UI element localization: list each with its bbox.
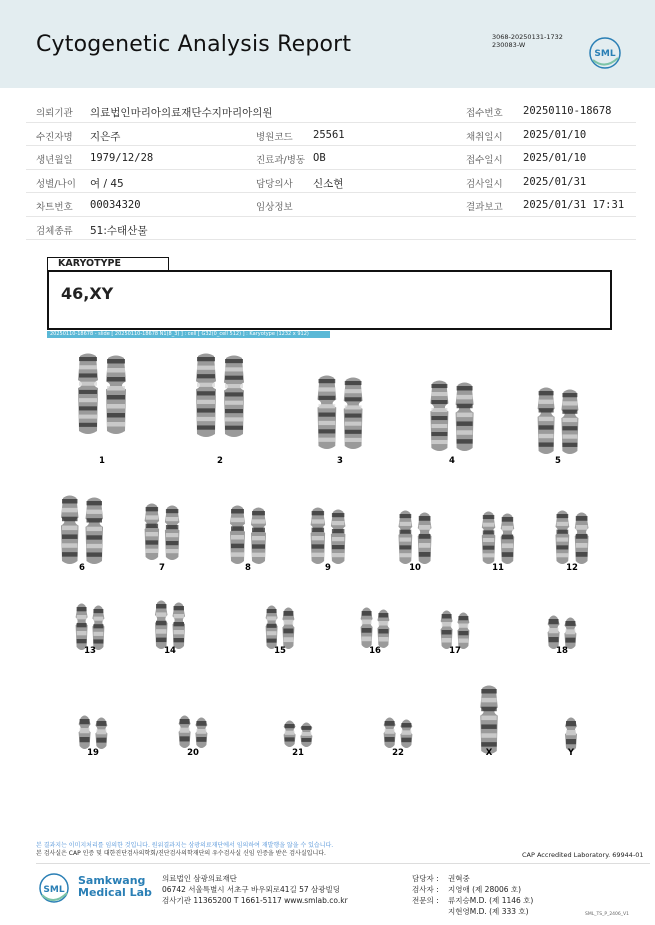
info-label: 접수일시	[466, 155, 503, 166]
info-label: 생년월일	[36, 155, 73, 166]
chromosome	[95, 718, 107, 750]
chromosome	[418, 513, 432, 565]
chromosome-label: 14	[164, 646, 176, 656]
chromosome	[482, 512, 496, 565]
chromosome	[456, 383, 474, 452]
chromosome	[457, 613, 469, 650]
footer-note-line1: 본 결과지는 이미지처리를 임의한 것입니다. 원위결과지는 삼광의료재단에서 임의하여 재발행을 않을 수 있습니다.	[36, 842, 334, 849]
chromosome	[266, 606, 278, 650]
chromosome	[480, 686, 498, 755]
chromosome-pair-15	[266, 606, 295, 650]
chromosome	[501, 514, 515, 565]
chromosome-label: 21	[292, 748, 304, 758]
chromosome	[86, 498, 104, 565]
karyogram-image	[40, 345, 620, 775]
patient-name: 지은주	[90, 130, 121, 143]
chromosome	[282, 608, 294, 650]
chart-number: 00034320	[90, 199, 141, 211]
chromosome	[196, 354, 216, 438]
logo-name-line1: Samkwang	[78, 874, 146, 887]
chromosome-pair-20	[179, 716, 208, 749]
karyotype-result-box	[47, 270, 612, 330]
chromosome	[173, 603, 186, 650]
footer-note-line2: 본 검사실은 CAP 인증 및 대한진단검사의학회/진단검사의학재단의 우수검사실 신임 인증을 받은 검사실입니다.	[36, 850, 326, 857]
info-label: 검사일시	[466, 178, 503, 190]
chromosome	[565, 718, 577, 752]
chromosome-pair-9	[311, 508, 346, 565]
chromosome-label: 13	[84, 646, 96, 656]
chromosome-pair-X	[480, 686, 498, 755]
staff-role: 검사자 :	[412, 885, 439, 894]
chromosome	[561, 390, 578, 455]
chromosome	[106, 356, 126, 435]
staff-name: 권혁중	[448, 874, 470, 883]
staff-role	[412, 906, 448, 917]
chromosome-pair-11	[482, 512, 514, 565]
chromosome-label: 3	[337, 456, 343, 466]
chromosome	[311, 508, 326, 565]
chromosome-label: 5	[555, 456, 561, 466]
chromosome-label: Y	[567, 748, 575, 758]
chromosome-pair-2	[196, 354, 244, 438]
sml-logo-text: SML	[594, 49, 616, 59]
address-line1: 의료법인 삼광의료재단	[162, 874, 237, 883]
chromosome-pair-12	[556, 511, 589, 565]
sml-logo-icon	[588, 36, 622, 70]
chromosome	[564, 618, 576, 650]
chromosome-label: 12	[566, 563, 578, 573]
chromosome-pair-21	[284, 721, 313, 748]
chromosome	[548, 616, 560, 650]
chromosome	[400, 720, 412, 749]
staff-role: 전문의 :	[412, 896, 439, 905]
chromosome-label: 18	[556, 646, 568, 656]
address-line3: 검사기관 11365200 T 1661-5117 www.smlab.co.kr	[162, 896, 348, 905]
chromosome-pair-13	[76, 604, 105, 651]
staff-list	[412, 873, 533, 917]
chromosome-label: 1	[99, 456, 105, 466]
chromosome	[441, 611, 453, 650]
info-label: 성별/나이	[36, 178, 76, 190]
info-row	[26, 123, 636, 147]
chromosome	[318, 376, 337, 450]
report-title: Cytogenetic Analysis Report	[36, 32, 352, 57]
report-header	[0, 0, 655, 88]
chromosome	[78, 354, 98, 435]
specimen-type: 51:수태산물	[90, 224, 148, 237]
chromosome-label: 17	[449, 646, 461, 656]
staff-row	[412, 895, 533, 906]
karyotype-tab-label: KARYOTYPE	[47, 257, 169, 271]
test-date: 2025/01/31	[523, 175, 587, 188]
info-row	[26, 170, 636, 194]
info-row	[26, 99, 636, 123]
samkwang-logo-name	[78, 875, 152, 899]
chromosome-label: 8	[245, 563, 251, 573]
footer-divider	[36, 863, 650, 864]
received-date: 2025/01/10	[523, 152, 587, 164]
info-label: 접수번호	[466, 108, 503, 119]
chromosome-pair-4	[430, 381, 473, 452]
karyotype-result: 46,XY	[61, 284, 114, 303]
staff-row	[412, 906, 533, 917]
chromosome-pair-10	[399, 511, 432, 565]
chromosome-pair-7	[145, 504, 180, 561]
chromosome-pair-8	[230, 506, 266, 565]
attending-physician: 신소현	[313, 177, 344, 190]
sex-age: 여 / 45	[90, 177, 124, 190]
chromosome	[556, 511, 570, 565]
patient-info-table	[26, 99, 636, 240]
form-code: SML_TS_P_2406_V1	[585, 912, 629, 917]
chromosome-label: 4	[449, 456, 455, 466]
document-code-line1: 3068-20250131-1732	[492, 33, 563, 41]
info-row	[26, 146, 636, 170]
birth-date: 1979/12/28	[90, 152, 154, 164]
chromosome-pair-6	[61, 496, 103, 565]
info-label: 결과보고	[466, 202, 503, 213]
karyogram-svg	[40, 345, 620, 775]
footer-notes	[36, 842, 333, 858]
chromosome-pair-17	[441, 611, 470, 650]
chromosome-label: 19	[87, 748, 99, 758]
chromosome	[284, 721, 296, 748]
chromosome	[79, 716, 91, 750]
info-row	[26, 193, 636, 217]
staff-name: 류지승M.D. (제 1146 호)	[448, 896, 534, 905]
staff-name: 지영애 (제 28006 호)	[448, 885, 522, 894]
chromosome-label: 16	[369, 646, 381, 656]
chromosome	[344, 378, 363, 450]
info-label: 진료과/병동	[256, 155, 306, 166]
chromosome-pair-22	[384, 718, 413, 749]
info-label: 차트번호	[36, 202, 73, 213]
chromosome-pair-3	[318, 376, 363, 450]
collection-date: 2025/01/10	[523, 128, 587, 141]
lab-address	[162, 873, 348, 906]
chromosome-label: 9	[325, 563, 331, 573]
chromosome-pair-19	[79, 716, 108, 750]
chromosome	[538, 388, 555, 455]
chromosome-label: 15	[274, 646, 286, 656]
document-code	[492, 33, 563, 49]
chromosome-pair-5	[538, 388, 579, 455]
report-date: 2025/01/31 17:31	[523, 199, 625, 211]
info-label: 검체종류	[36, 225, 73, 237]
chromosome	[165, 506, 180, 561]
chromosome	[331, 510, 346, 565]
chromosome	[145, 504, 160, 561]
cap-accreditation: CAP Accredited Laboratory. 69944-01	[522, 851, 644, 859]
info-label: 의뢰기관	[36, 108, 73, 119]
chromosome	[76, 604, 88, 651]
accession-number: 20250110-18678	[523, 105, 612, 117]
department: OB	[313, 152, 326, 164]
staff-role: 담당자 :	[412, 874, 439, 883]
staff-name: 지현영M.D. (제 333 호)	[448, 907, 529, 916]
chromosome-label: 10	[409, 563, 421, 573]
chromosome	[251, 508, 266, 565]
chromosome-pair-18	[548, 616, 577, 650]
chromosome	[300, 723, 312, 748]
chromosome	[195, 718, 207, 749]
chromosome-pair-14	[155, 601, 185, 650]
samkwang-logo-text: SML	[43, 885, 65, 895]
chromosome-label: X	[485, 748, 493, 758]
staff-row	[412, 884, 533, 895]
chromosome	[224, 356, 244, 438]
info-label: 병원코드	[256, 131, 293, 143]
requesting-institution: 의료법인마리아의료재단수지마리아의원	[90, 107, 273, 119]
chromosome-label: 7	[159, 563, 165, 573]
chromosome-pair-16	[361, 608, 390, 649]
chromosome	[377, 610, 389, 649]
chromosome-pair-Y	[565, 718, 577, 752]
chromosome	[399, 511, 413, 565]
address-line2: 06742 서울특별시 서초구 바우뫼로41길 57 삼광빌딩	[162, 885, 341, 894]
chromosome	[155, 601, 168, 650]
chromosome-label: 6	[79, 563, 85, 573]
info-row	[26, 217, 636, 241]
chromosome-label: 11	[492, 563, 504, 573]
chromosome	[61, 496, 79, 565]
staff-row	[412, 873, 533, 884]
chromosome	[230, 506, 245, 565]
info-label: 임상정보	[256, 202, 293, 213]
chromosome	[575, 513, 589, 565]
hospital-code: 25561	[313, 128, 345, 141]
logo-name-line2: Medical Lab	[78, 886, 152, 899]
karyogram-image-caption: 20250110-18678 - slide [ 20250110-18678 N1(8_3) ] : cell [ G32(0_cell 512) ] : Karyotype (1232 x 912)	[47, 331, 330, 338]
chromosome-pair-1	[78, 354, 126, 435]
chromosome	[384, 718, 396, 749]
info-label: 담당의사	[256, 178, 293, 190]
info-label: 수진자명	[36, 131, 73, 143]
document-code-line2: 230083-W	[492, 41, 526, 49]
chromosome	[430, 381, 448, 452]
chromosome	[92, 606, 104, 651]
chromosome	[361, 608, 373, 649]
info-label: 채취일시	[466, 131, 503, 143]
chromosome-label: 2	[217, 456, 223, 466]
chromosome	[179, 716, 191, 749]
chromosome-label: 22	[392, 748, 404, 758]
chromosome-label: 20	[187, 748, 199, 758]
